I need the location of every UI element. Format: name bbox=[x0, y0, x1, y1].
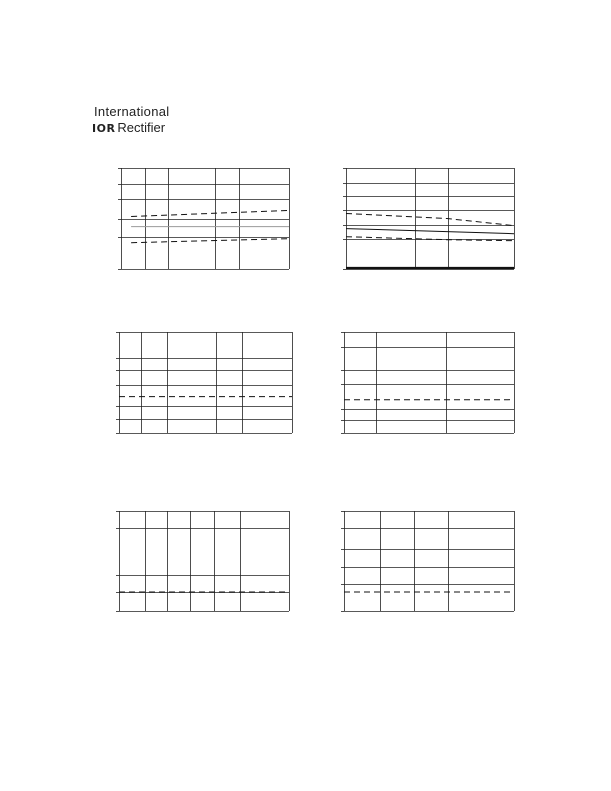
series-line-3 bbox=[131, 239, 289, 243]
series-line-1 bbox=[346, 214, 514, 226]
series-line-3 bbox=[346, 237, 514, 241]
chart-3 bbox=[119, 332, 292, 433]
logo-rectifier-text: Rectifier bbox=[117, 120, 166, 135]
chart-5 bbox=[119, 511, 289, 611]
logo-wordmark-top: International bbox=[94, 104, 170, 119]
company-logo bbox=[92, 104, 172, 138]
logo-mark: IOR bbox=[92, 122, 116, 135]
chart-1 bbox=[121, 168, 289, 269]
chart-2 bbox=[346, 168, 514, 269]
chart-6 bbox=[344, 511, 514, 611]
logo-wordmark-bottom bbox=[92, 120, 165, 135]
series-line-2 bbox=[346, 229, 514, 234]
series-line-1 bbox=[131, 210, 289, 216]
chart-4 bbox=[344, 332, 514, 433]
